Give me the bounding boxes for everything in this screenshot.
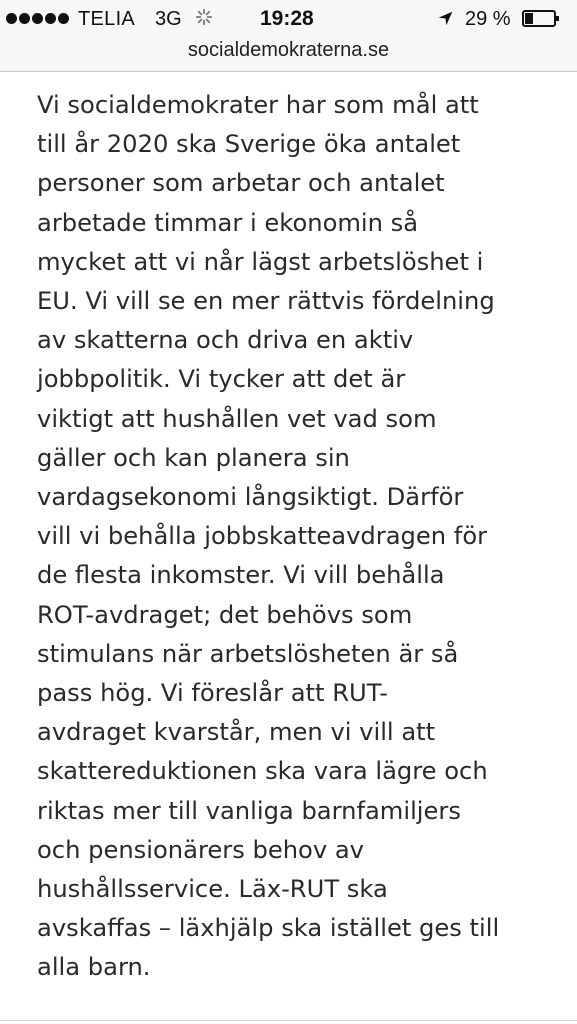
battery-percentage: 29 %: [465, 8, 511, 30]
status-bar: [0, 0, 577, 38]
article-line: viktigt att hushållen vet vad som: [37, 404, 437, 433]
signal-dot: [58, 13, 69, 24]
article-line: de flesta inkomster. Vi vill behålla: [37, 561, 445, 590]
signal-dot: [45, 13, 56, 24]
article-line: av skatterna och driva en aktiv: [37, 326, 414, 355]
browser-top-bar: [0, 0, 577, 72]
article-line: ROT-avdraget; det behövs som: [37, 600, 413, 629]
battery-icon: [522, 10, 560, 27]
signal-dot: [19, 13, 30, 24]
article-line: riktas mer till vanliga barnfamiljers: [37, 796, 461, 825]
article-line: gäller och kan planera sin: [37, 443, 350, 472]
article-line: personer som arbetar och antalet: [37, 169, 445, 198]
article-line: skattereduktionen ska vara lägre och: [37, 757, 488, 786]
article-line: jobbpolitik. Vi tycker att det är: [37, 365, 406, 394]
article-line: arbetade timmar i ekonomin så: [37, 208, 419, 237]
article-line: avdraget kvarstår, men vi vill att: [37, 718, 436, 747]
article-text: [37, 86, 557, 988]
article-line: pass hög. Vi föreslår att RUT-: [37, 679, 389, 708]
bottom-divider: [0, 1020, 577, 1021]
loading-spinner-icon: [195, 8, 213, 26]
location-arrow-icon: [437, 10, 454, 27]
article-line: EU. Vi vill se en mer rättvis fördelning: [37, 287, 495, 316]
article-line: Vi socialdemokrater har som mål att: [37, 91, 479, 119]
article-line: alla barn.: [37, 953, 151, 982]
article-line: hushållsservice. Läx-RUT ska: [37, 875, 388, 904]
signal-dots-icon: [6, 13, 69, 24]
network-type: 3G: [155, 8, 182, 30]
article-line: mycket att vi når lägst arbetslöshet i: [37, 247, 484, 276]
signal-dot: [32, 13, 43, 24]
article-line: avskaffas – läxhjälp ska istället ges till: [37, 914, 500, 943]
article-line: vill vi behålla jobbskatteavdragen för: [37, 522, 488, 551]
article-line: och pensionärers behov av: [37, 835, 364, 864]
article-line: stimulans när arbetslösheten är så: [37, 639, 459, 668]
carrier-name: TELIA: [78, 8, 136, 30]
article-line: vardagsekonomi långsiktigt. Därför: [37, 483, 464, 512]
signal-dot: [6, 13, 17, 24]
address-bar-url[interactable]: socialdemokraterna.se: [187, 39, 390, 61]
article-line: till år 2020 ska Sverige öka antalet: [37, 130, 461, 159]
status-time: 19:28: [260, 7, 314, 30]
